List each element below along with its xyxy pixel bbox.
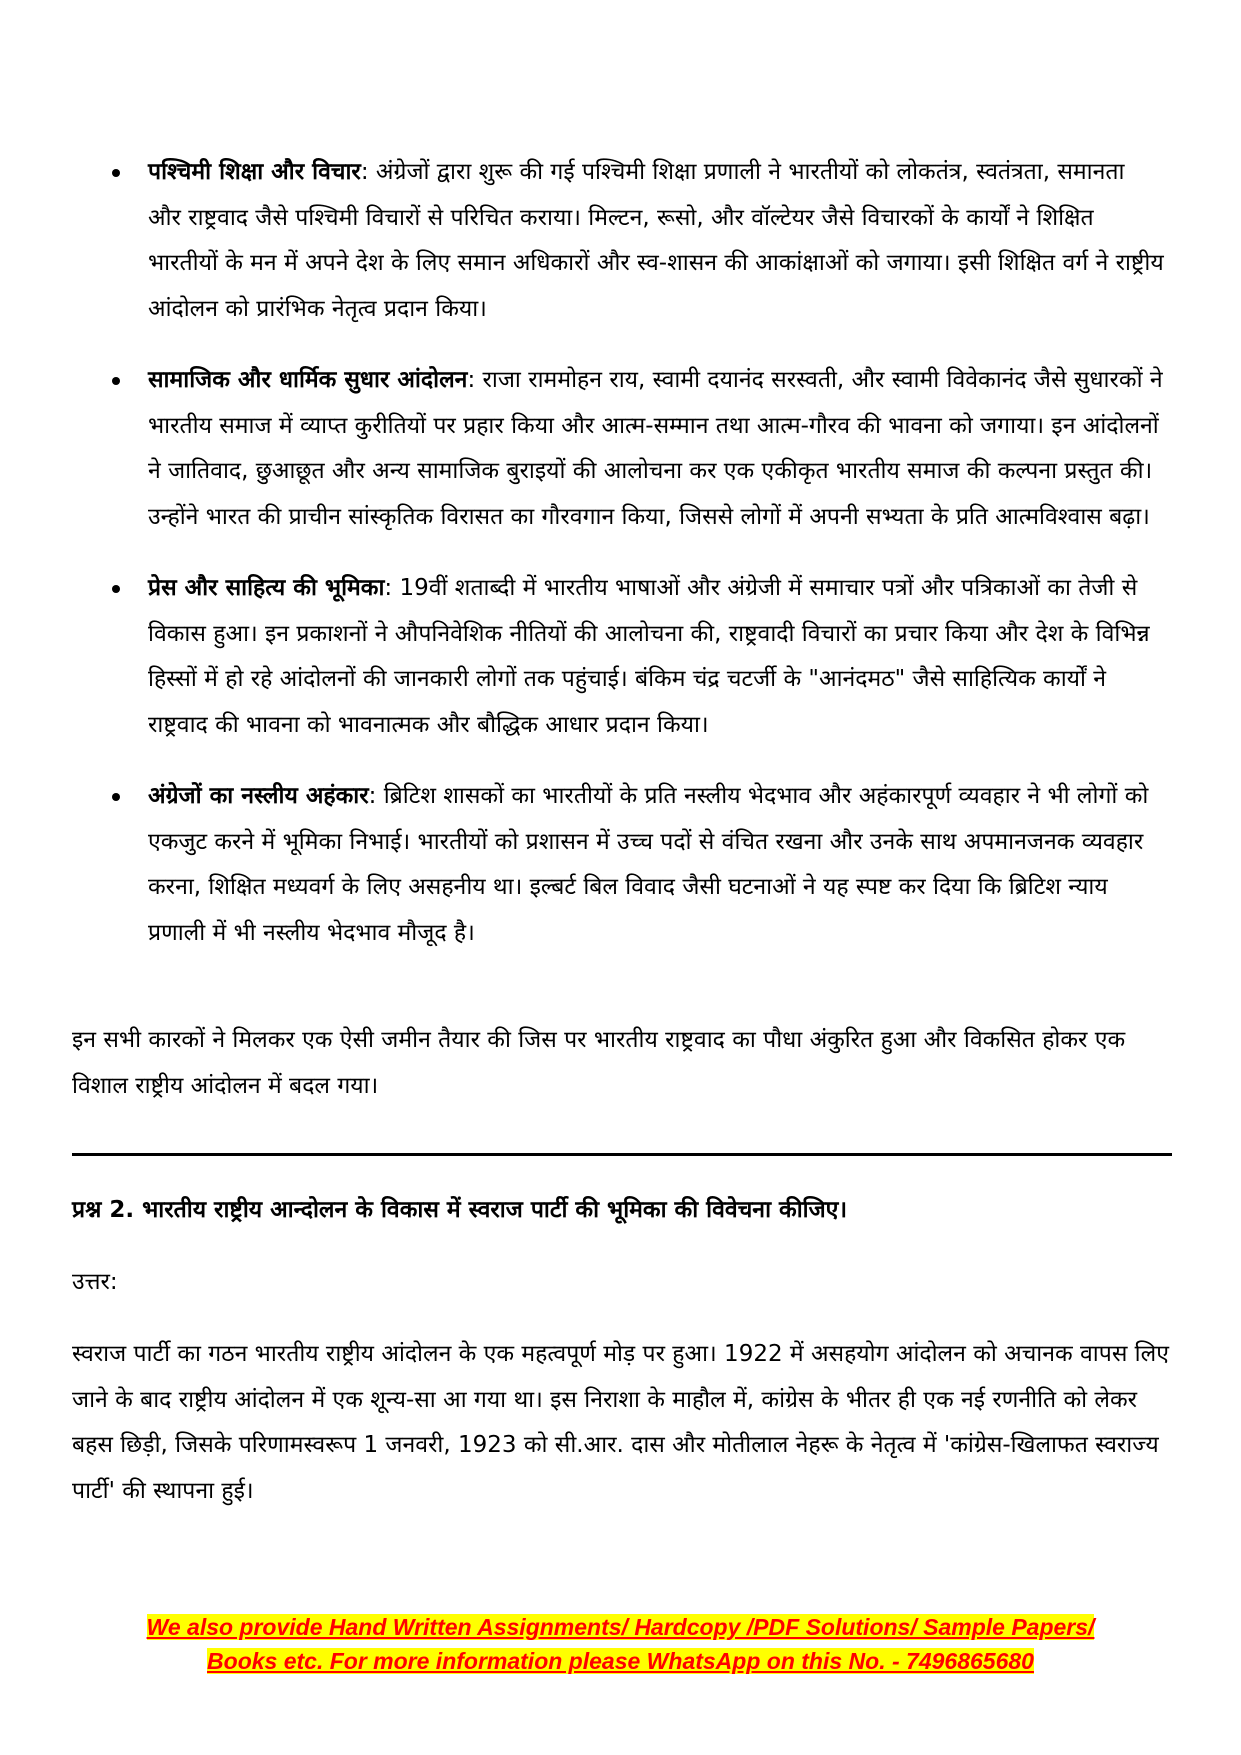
bullet-text: : ब्रिटिश शासकों का भारतीयों के प्रति नस्लीय भेदभाव और अहंकारपूर्ण व्यवहार ने भी लोगों को एकजुट करने में भूमिका निभाई। भारतीयों को प्रशासन में उच्च पदों से वंचित रखना और उनके साथ अपमानजनक व्यवहार करना, शिक्षित मध्यवर्ग के लिए असहनीय था। इल्बर्ट बिल विवाद जैसी घटनाओं ने यह स्पष्ट कर दिया कि ब्रिटिश न्याय प्रणाली में भी नस्लीय भेदभाव मौजूद है। xyxy=(148,783,1149,946)
bullet-text: : राजा राममोहन राय, स्वामी दयानंद सरस्वती, और स्वामी विवेकानंद जैसे सुधारकों ने भारतीय समाज में व्याप्त कुरीतियों पर प्रहार किया और आत्म-सम्मान तथा आत्म-गौरव की भावना को जगाया। इन आंदोलनों ने जातिवाद, छुआछूत और अन्य सामाजिक बुराइयों की आलोचना कर एक एकीकृत भारतीय समाज की कल्पना प्रस्तुत की। उन्होंने भारत की प्राचीन सांस्कृतिक विरासत का गौरवगान किया, जिससे लोगों में अपनी सभ्यता के प्रति आत्मविश्वास बढ़ा। xyxy=(148,367,1163,530)
bullet-icon xyxy=(112,377,120,385)
factors-list xyxy=(104,150,1164,982)
list-item xyxy=(104,150,1164,332)
section-divider xyxy=(72,1153,1172,1156)
bullet-icon xyxy=(112,169,120,177)
list-item xyxy=(104,774,1164,956)
bullet-icon xyxy=(112,793,120,801)
conclusion-paragraph: इन सभी कारकों ने मिलकर एक ऐसी जमीन तैयार की जिस पर भारतीय राष्ट्रवाद का पौधा अंकुरित हुआ और विकसित होकर एक विशाल राष्ट्रीय आंदोलन में बदल गया। xyxy=(72,1027,1126,1099)
bullet-term: अंग्रेजों का नस्लीय अहंकार xyxy=(148,783,369,809)
bullet-text: : 19वीं शताब्दी में भारतीय भाषाओं और अंग्रेजी में समाचार पत्रों और पत्रिकाओं का तेजी से विकास हुआ। इन प्रकाशनों ने औपनिवेशिक नीतियों की आलोचना की, राष्ट्रवादी विचारों का प्रचार किया और देश के विभिन्न हिस्सों में हो रहे आंदोलनों की जानकारी लोगों तक पहुंचाई। बंकिम चंद्र चटर्जी के "आनंदमठ" जैसे साहित्यिक कार्यों ने राष्ट्रवाद की भावना को भावनात्मक और बौद्धिक आधार प्रदान किया। xyxy=(148,575,1150,738)
footer-line-2: Books etc. For more information please WhatsApp on this No. - 7496865680 xyxy=(207,1648,1034,1674)
answer-paragraph: स्वराज पार्टी का गठन भारतीय राष्ट्रीय आंदोलन के एक महत्वपूर्ण मोड़ पर हुआ। 1922 में असहयोग आंदोलन को अचानक वापस लिए जाने के बाद राष्ट्रीय आंदोलन में एक शून्य-सा आ गया था। इस निराशा के माहौल में, कांग्रेस के भीतर ही एक नई रणनीति को लेकर बहस छिड़ी, जिसके परिणामस्वरूप 1 जनवरी, 1923 को सी.आर. दास और मोतीलाल नेहरू के नेतृत्व में 'कांग्रेस-खिलाफत स्वराज्य पार्टी' की स्थापना हुई। xyxy=(72,1341,1169,1504)
question-heading: प्रश्न 2. भारतीय राष्ट्रीय आन्दोलन के विकास में स्वराज पार्टी की भूमिका की विवेचना कीजिए। xyxy=(72,1197,848,1223)
footer-line-1: We also provide Hand Written Assignments/ Hardcopy /PDF Solutions/ Sample Papers/ xyxy=(146,1614,1095,1640)
list-item xyxy=(104,358,1164,540)
bullet-term: पश्चिमी शिक्षा और विचार xyxy=(148,159,361,185)
footer-notice xyxy=(60,1610,1181,1678)
bullet-text: : अंग्रेजों द्वारा शुरू की गई पश्चिमी शिक्षा प्रणाली ने भारतीयों को लोकतंत्र, स्वतंत्रता, समानता और राष्ट्रवाद जैसे पश्चिमी विचारों से परिचित कराया। मिल्टन, रूसो, और वॉल्टेयर जैसे विचारकों के कार्यों ने शिक्षित भारतीयों के मन में अपने देश के लिए समान अधिकारों और स्व-शासन की आकांक्षाओं को जगाया। इसी शिक्षित वर्ग ने राष्ट्रीय आंदोलन को प्रारंभिक नेतृत्व प्रदान किया। xyxy=(148,159,1164,322)
bullet-term: सामाजिक और धार्मिक सुधार आंदोलन xyxy=(148,367,468,393)
answer-label: उत्तर: xyxy=(72,1269,118,1295)
bullet-icon xyxy=(112,585,120,593)
bullet-term: प्रेस और साहित्य की भूमिका xyxy=(148,575,385,601)
list-item xyxy=(104,566,1164,748)
